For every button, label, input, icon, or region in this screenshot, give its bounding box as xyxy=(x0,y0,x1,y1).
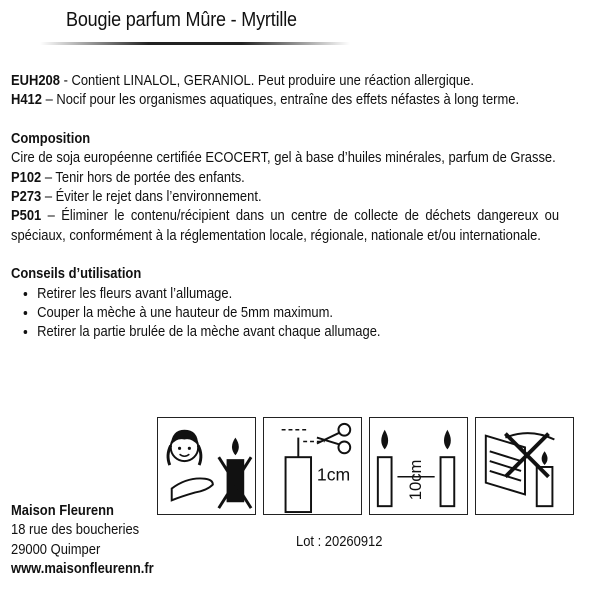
list-item: • Retirer la partie brulée de la mèche avant chaque allumage. xyxy=(37,323,559,342)
precaution-code: P102 xyxy=(11,169,42,186)
list-item: • Couper la mèche à une hauteur de 5mm maximum. xyxy=(37,304,559,323)
usage-heading: Conseils d’utilisation xyxy=(11,266,142,283)
precaution-p102 xyxy=(11,169,559,188)
precaution-text: – Éviter le rejet dans l’environnement. xyxy=(41,189,262,206)
hazard-code: EUH208 xyxy=(11,73,60,89)
company-name: Maison Fleurenn xyxy=(11,503,114,519)
keep-away-from-children-icon xyxy=(157,417,256,515)
company-website[interactable]: www.maisonfleurenn.fr xyxy=(11,561,154,578)
precaution-text: – Éliminer le contenu/récipient dans un centre de collecte de déchets dangereux ou spéciaux, conformément à la réglementation locale, régionale, nationale et/ou internationale. xyxy=(11,208,560,244)
lot-number: Lot : 20260912 xyxy=(296,534,383,550)
safety-pictograms xyxy=(157,417,574,515)
composition-text: Cire de soja européenne certifiée ECOCERT, gel à base d’huiles minérales, parfum de Grasse. xyxy=(11,150,556,167)
company-street: 18 rue des boucheries xyxy=(11,522,140,539)
hazard-euh208 xyxy=(11,72,559,91)
trim-wick-icon xyxy=(263,417,362,515)
no-drafts-icon xyxy=(475,417,574,515)
precaution-code: P273 xyxy=(11,189,42,206)
title-divider xyxy=(40,42,350,45)
hazard-code: H412 xyxy=(11,92,42,109)
precaution-code: P501 xyxy=(11,208,42,225)
precaution-p501 xyxy=(11,207,559,246)
candle-spacing-icon xyxy=(369,417,468,515)
list-item: • Retirer les fleurs avant l’allumage. xyxy=(37,285,559,304)
spacing-label: 10cm xyxy=(405,459,425,501)
trim-length-label: 1cm xyxy=(316,464,351,485)
company-block xyxy=(11,502,231,580)
precaution-text: – Tenir hors de portée des enfants. xyxy=(41,169,245,186)
hazard-h412 xyxy=(11,91,559,110)
hazard-text: – Nocif pour les organismes aquatiques, entraîne des effets néfastes à long terme. xyxy=(41,92,520,109)
label-body xyxy=(11,72,559,343)
company-city: 29000 Quimper xyxy=(11,541,101,558)
product-title: Bougie parfum Mûre - Myrtille xyxy=(66,9,297,31)
hazard-text: - Contient LINALOL, GERANIOL. Peut produire une réaction allergique. xyxy=(59,73,474,89)
usage-list xyxy=(11,285,559,343)
composition-heading: Composition xyxy=(11,130,91,147)
precaution-p273 xyxy=(11,188,559,207)
